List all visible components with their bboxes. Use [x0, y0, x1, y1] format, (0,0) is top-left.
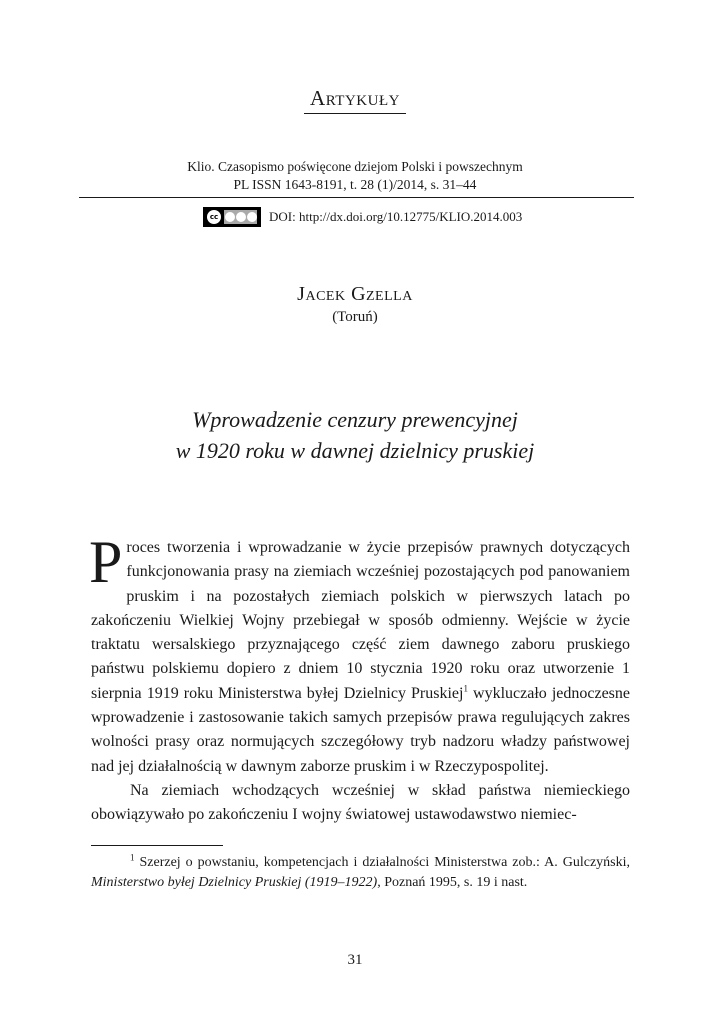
paragraph-1-continued: wykluczało jednoczesne wprowadzenie i zastosowanie takich samych przepisów prawa regulujących zakres wolności prasy oraz normujących szczegółowy tryb nadzoru władzy państwowej nad jej działalnością w dawnym zaborze pruskim i w Rzeczypospolitej. [91, 684, 630, 775]
footnote-ref-1[interactable]: 1 [463, 683, 468, 694]
nc-icon [236, 212, 246, 222]
license-row [203, 206, 522, 228]
footnote-text: Szerzej o powstaniu, kompetencjach i działalności Ministerstwa zob.: A. Gulczyński, [134, 855, 630, 870]
article-title-line-1: Wprowadzenie cenzury prewencyjnej [192, 407, 518, 432]
article-body [89, 529, 630, 828]
section-heading [0, 86, 710, 114]
journal-info [0, 158, 710, 194]
section-heading-text: Artykuły [304, 86, 406, 114]
author-name: Jacek Gzella [297, 283, 413, 305]
by-icon [225, 212, 235, 222]
footnote-cited-title: Ministerstwo byłej Dzielnicy Pruskiej (1919–1922) [91, 875, 378, 890]
cc-logo-icon: cc [207, 210, 221, 224]
page-number: 31 [347, 952, 363, 968]
cc-license-icon[interactable] [203, 207, 261, 227]
cc-terms-icon [224, 210, 257, 224]
paragraph-2: Na ziemiach wchodzących wcześniej w skład państwa niemieckiego obowiązywało po zakończeniu I wojny światowej ustawodawstwo niemiec- [91, 781, 630, 824]
doi-link[interactable]: DOI: http://dx.doi.org/10.12775/KLIO.2014.003 [269, 209, 523, 224]
footnote-text-end: , Poznań 1995, s. 19 i nast. [377, 875, 528, 890]
paragraph-1 [89, 529, 630, 779]
article-title-line-2: w 1920 roku w dawnej dzielnicy pruskiej [175, 438, 535, 463]
author-affiliation: (Toruń) [332, 309, 378, 325]
footnote-number: 1 [130, 852, 135, 863]
footnote-1 [91, 853, 630, 893]
paragraph-1-text: roces tworzenia i wprowadzanie w życie przepisów prawnych dotyczących funkcjonowania prasy na ziemiach wcześniej pozostających pod panowaniem pruskim i na pozostałych ziemiach polskich w pierwszych latach po zakończeniu Wielkiej Wojny przebiegał w sposób odmienny. Wejście w życie traktatu wersalskiego przyznającego część ziem dawnego zaboru pruskiego państwu polskiemu dopiero z dniem 10 stycznia 1920 roku oraz utworzenie 1 sierpnia 1919 roku Ministerstwa byłej Dzielnicy Pruskiej [91, 539, 630, 702]
nd-icon [247, 212, 257, 222]
drop-cap: P [89, 529, 123, 595]
journal-line-1: Klio. Czasopismo poświęcone dziejom Polski i powszechnym [187, 159, 523, 174]
journal-line-2: PL ISSN 1643-8191, t. 28 (1)/2014, s. 31–44 [233, 177, 477, 192]
header-rule [79, 197, 634, 198]
footnote-rule [91, 845, 223, 846]
article-title [0, 404, 710, 466]
